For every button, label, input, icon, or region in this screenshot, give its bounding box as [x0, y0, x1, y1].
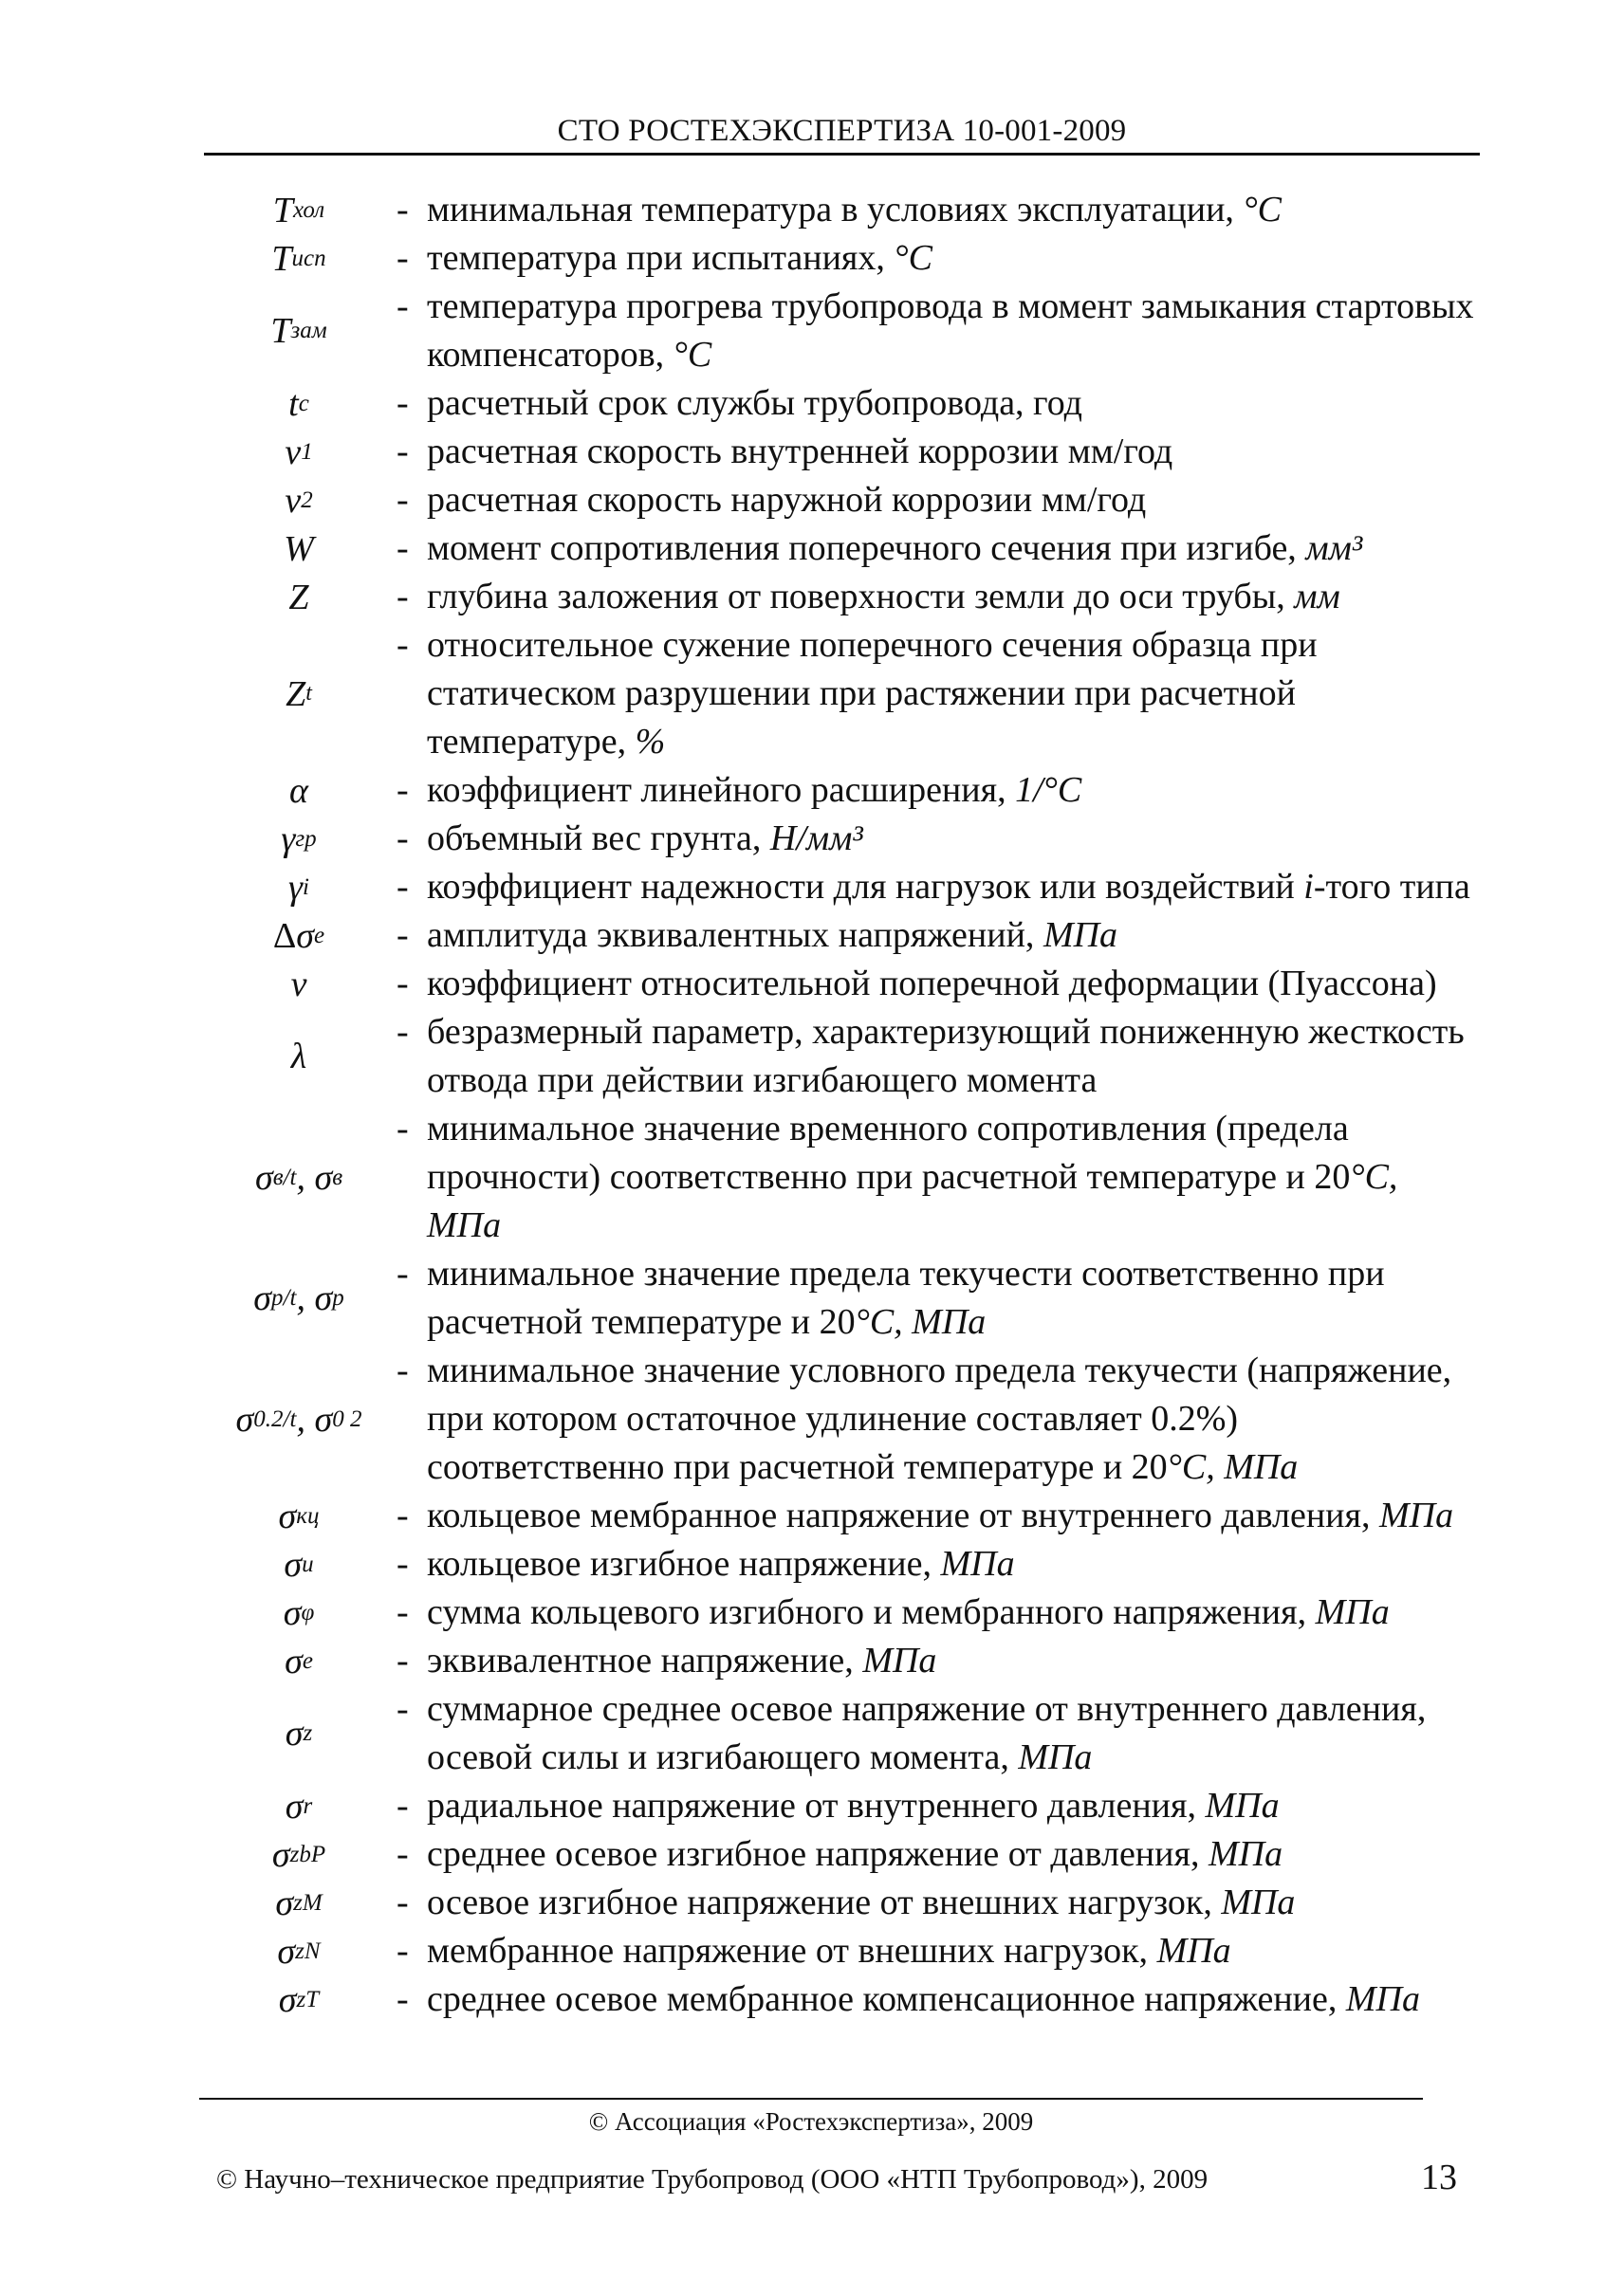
symbol-base: T	[271, 238, 292, 279]
definition-symbol	[199, 186, 398, 234]
definition-dash: -	[397, 1883, 409, 1922]
footer-divider	[199, 2098, 1423, 2100]
definition-row	[199, 1589, 1480, 1637]
definition-text-part: кольцевое изгибное напряжение,	[427, 1544, 941, 1584]
definition-text	[427, 815, 1480, 863]
symbol-base: σ	[278, 1496, 297, 1536]
symbol-subscript: 0.2/t	[253, 1405, 297, 1432]
definition-text	[427, 1492, 1480, 1540]
definition-row	[199, 1685, 1480, 1782]
definition-dash: -	[397, 867, 409, 907]
definition-text	[427, 283, 1480, 379]
symbol-base: T	[270, 311, 291, 351]
symbol-subscript: гр	[295, 825, 317, 852]
definition-text	[427, 1830, 1480, 1879]
definition-symbol	[199, 1879, 398, 1927]
symbol-subscript: в/t	[272, 1164, 297, 1190]
definition-row	[199, 283, 1480, 379]
symbol-base: T	[272, 190, 293, 230]
definition-text-part: i	[1303, 867, 1314, 907]
symbol-subscript: i	[303, 873, 309, 900]
definition-text	[427, 1589, 1480, 1637]
symbol-subscript: r	[303, 1792, 313, 1819]
definition-text-part: мембранное напряжение от внешних нагрузок,	[427, 1931, 1157, 1971]
definition-text-part: радиальное напряжение от внутреннего давления,	[427, 1786, 1206, 1826]
definition-symbol	[199, 815, 398, 863]
symbol-subscript: p/t	[271, 1285, 297, 1311]
definition-symbol	[199, 476, 398, 524]
definition-text-part: минимальное значение временного сопротивления (предела прочности) соответственно при расчетной температуре и 20	[427, 1109, 1351, 1197]
definition-dash: -	[397, 577, 409, 616]
definition-dash: -	[397, 1350, 409, 1390]
definition-text-part: МПа	[940, 1544, 1015, 1584]
definition-symbol	[199, 1250, 398, 1347]
symbol-subscript: zT	[296, 1986, 320, 2012]
symbol-subscript: φ	[301, 1599, 315, 1626]
definition-text	[427, 1250, 1480, 1347]
definition-text-part: -того типа	[1313, 867, 1470, 907]
definition-row	[199, 863, 1480, 911]
definition-dash: -	[397, 238, 409, 278]
symbol-subscript: кц	[296, 1502, 320, 1529]
symbol-second-subscript: 0 2	[332, 1405, 362, 1432]
definition-row	[199, 573, 1480, 621]
definition-row	[199, 1492, 1480, 1540]
definition-text-part: безразмерный параметр, характеризующий пониженную жесткость отвода при действии изгибающего момента	[427, 1012, 1465, 1100]
definition-symbol	[199, 1685, 398, 1782]
symbol-base: σ	[254, 1157, 273, 1198]
definition-dash: -	[397, 1592, 409, 1632]
definition-dash: -	[397, 383, 409, 423]
definition-dash: -	[397, 915, 409, 955]
definition-text-part: сумма кольцевого изгибного и мембранного напряжения,	[427, 1592, 1316, 1632]
definition-row	[199, 186, 1480, 234]
definition-symbol	[199, 1927, 398, 1975]
definition-row	[199, 815, 1480, 863]
definition-text-part: расчетная скорость наружной коррозии мм/год	[427, 480, 1147, 520]
definition-text-part: °C, МПа	[427, 1157, 1398, 1245]
definition-text-part: амплитуда эквивалентных напряжений,	[427, 915, 1043, 955]
definition-text-part: глубина заложения от поверхности земли до оси трубы,	[427, 577, 1295, 616]
symbol-base: σ	[296, 915, 315, 956]
definition-text-part: Н/мм³	[769, 818, 863, 858]
definition-row	[199, 1830, 1480, 1879]
symbol-base: v	[285, 480, 302, 521]
definition-text	[427, 1927, 1480, 1975]
definition-row	[199, 234, 1480, 283]
definition-text-part: минимальная температура в условиях эксплуатации,	[427, 190, 1244, 230]
symbol-second: , σ	[296, 1157, 333, 1198]
definition-text-part: %	[635, 722, 666, 762]
definition-row	[199, 1008, 1480, 1105]
definition-text-part: температура прогрева трубопровода в момент замыкания стартовых компенсаторов,	[427, 286, 1474, 375]
definition-text	[427, 1105, 1480, 1250]
definition-dash: -	[397, 1496, 409, 1535]
symbol-second-subscript: в	[332, 1164, 343, 1190]
definition-symbol	[199, 1105, 398, 1250]
definition-text-part: относительное сужение поперечного сечения образца при статическом разрушении при растяжении при расчетной температуре,	[427, 625, 1318, 762]
symbol-subscript: z	[303, 1720, 313, 1746]
definition-row	[199, 960, 1480, 1008]
definition-dash: -	[397, 1979, 409, 2019]
definition-text	[427, 960, 1480, 1008]
symbol-subscript: c	[298, 390, 309, 416]
definition-row	[199, 1105, 1480, 1250]
definition-text-part: осевое изгибное напряжение от внешних нагрузок,	[427, 1883, 1222, 1922]
symbol-base: σ	[285, 1714, 304, 1754]
definition-symbol	[199, 428, 398, 476]
definition-text	[427, 911, 1480, 960]
definition-symbol	[199, 283, 398, 379]
symbol-base: σ	[278, 1979, 297, 2020]
symbol-subscript: zM	[293, 1889, 323, 1916]
definitions-list	[199, 186, 1480, 2024]
definition-symbol	[199, 1540, 398, 1589]
definition-text-part: минимальное значение предела текучести соответственно при расчетной температуре и 20	[427, 1254, 1385, 1342]
definition-text	[427, 379, 1480, 428]
page-number: 13	[1421, 2158, 1457, 2197]
definition-row	[199, 1879, 1480, 1927]
definition-dash: -	[397, 190, 409, 230]
definition-text-part: объемный вес грунта,	[427, 818, 770, 858]
symbol-base: γ	[281, 818, 296, 859]
definition-symbol	[199, 379, 398, 428]
definition-symbol	[199, 766, 398, 815]
symbol-prefix: Δ	[272, 915, 297, 956]
definition-text-part: кольцевое мембранное напряжение от внутреннего давления,	[427, 1496, 1379, 1535]
definition-row	[199, 766, 1480, 815]
definition-text	[427, 1975, 1480, 2024]
definition-row	[199, 1637, 1480, 1685]
definition-text	[427, 1637, 1480, 1685]
definition-symbol	[199, 1830, 398, 1879]
definition-dash: -	[397, 1786, 409, 1826]
definition-text-part: МПа	[1345, 1979, 1420, 2019]
symbol-subscript: 1	[301, 438, 313, 465]
symbol-base: σ	[284, 1544, 303, 1585]
definition-row	[199, 1782, 1480, 1830]
definition-dash: -	[397, 1641, 409, 1681]
definition-text-part: коэффициент надежности для нагрузок или воздействий	[427, 867, 1304, 907]
definition-text-part: расчетный срок службы трубопровода, год	[427, 383, 1082, 423]
definition-text	[427, 1782, 1480, 1830]
definition-text-part: среднее осевое изгибное напряжение от давления,	[427, 1834, 1209, 1874]
definition-text-part: МПа	[1043, 915, 1118, 955]
definition-dash: -	[397, 528, 409, 568]
symbol-base: λ	[290, 1037, 307, 1076]
definition-text-part: °C, МПа	[855, 1302, 987, 1342]
definition-row	[199, 1540, 1480, 1589]
definition-dash: -	[397, 770, 409, 810]
definition-dash: -	[397, 818, 409, 858]
symbol-base: σ	[271, 1834, 290, 1875]
definition-dash: -	[397, 480, 409, 520]
definition-symbol	[199, 1347, 398, 1492]
definition-text	[427, 186, 1480, 234]
definition-symbol	[199, 1782, 398, 1830]
definition-text	[427, 1879, 1480, 1927]
definition-text	[427, 863, 1480, 911]
symbol-base: v	[290, 964, 307, 1004]
definition-symbol	[199, 1589, 398, 1637]
definition-symbol	[199, 863, 398, 911]
definition-dash: -	[397, 625, 409, 665]
definition-row	[199, 1347, 1480, 1492]
definition-text	[427, 1685, 1480, 1782]
symbol-base: σ	[283, 1592, 302, 1633]
definition-text-part: МПа	[1156, 1931, 1231, 1971]
symbol-base: α	[289, 770, 308, 811]
symbol-subscript: хол	[292, 196, 325, 223]
definition-text-part: °C	[673, 335, 712, 375]
definition-text	[427, 1008, 1480, 1105]
definition-symbol	[199, 1637, 398, 1685]
definition-text	[427, 621, 1480, 766]
definition-text-part: коэффициент линейного расширения,	[427, 770, 1016, 810]
definition-text-part: МПа	[1018, 1737, 1093, 1777]
definition-symbol	[199, 1008, 398, 1105]
definition-dash: -	[397, 1254, 409, 1294]
definition-text-part: °C	[894, 238, 932, 278]
definition-text-part: мм³	[1305, 528, 1363, 568]
symbol-base: σ	[285, 1641, 303, 1681]
symbol-base: W	[284, 528, 314, 569]
definition-text-part: °C	[1243, 190, 1282, 230]
symbol-subscript: исп	[291, 245, 326, 271]
definition-row	[199, 1927, 1480, 1975]
definition-text	[427, 766, 1480, 815]
definition-dash: -	[397, 1931, 409, 1971]
definition-symbol	[199, 1975, 398, 2024]
definition-dash: -	[397, 286, 409, 326]
definition-text	[427, 476, 1480, 524]
definition-symbol	[199, 573, 398, 621]
definition-symbol	[199, 1492, 398, 1540]
symbol-subscript: zbP	[289, 1841, 326, 1867]
definition-row	[199, 428, 1480, 476]
definition-symbol	[199, 911, 398, 960]
definition-text	[427, 524, 1480, 573]
symbol-base: γ	[288, 867, 304, 908]
symbol-base: σ	[275, 1883, 294, 1923]
definition-text-part: коэффициент относительной поперечной деформации (Пуассона)	[427, 964, 1437, 1003]
symbol-subscript: зам	[290, 318, 327, 343]
definition-text-part: МПа	[1379, 1496, 1454, 1535]
definition-text-part: МПа	[1221, 1883, 1296, 1922]
footer-copyright-company: © Научно–техническое предприятие Трубопровод (ООО «НТП Трубопровод»), 2009	[216, 2164, 1209, 2195]
definition-text-part: мм	[1294, 577, 1340, 616]
definition-text	[427, 1540, 1480, 1589]
symbol-base: σ	[253, 1278, 272, 1318]
definition-row	[199, 476, 1480, 524]
definition-symbol	[199, 524, 398, 573]
symbol-subscript: zN	[295, 1938, 321, 1964]
definition-text-part: МПа	[1205, 1786, 1280, 1826]
definition-text	[427, 428, 1480, 476]
symbol-subscript: e	[302, 1647, 313, 1674]
definition-dash: -	[397, 1012, 409, 1052]
definition-dash: -	[397, 1689, 409, 1729]
symbol-second-subscript: p	[332, 1285, 344, 1311]
definition-text-part: МПа	[862, 1641, 937, 1681]
definition-dash: -	[397, 432, 409, 471]
symbol-base: Z	[288, 577, 309, 617]
definition-text-part: эквивалентное напряжение,	[427, 1641, 863, 1681]
definition-text-part: момент сопротивления поперечного сечения при изгибе,	[427, 528, 1306, 568]
symbol-base: v	[285, 432, 302, 472]
definition-text-part: среднее осевое мембранное компенсационное напряжение,	[427, 1979, 1346, 2019]
symbol-base: t	[288, 383, 299, 424]
symbol-superscript: t	[305, 681, 312, 706]
definition-symbol	[199, 621, 398, 766]
definition-text-part: МПа	[1208, 1834, 1283, 1874]
definition-symbol	[199, 234, 398, 283]
symbol-base: Z	[286, 673, 306, 714]
definition-row	[199, 621, 1480, 766]
definition-text-part: 1/°C	[1015, 770, 1082, 810]
definition-row	[199, 379, 1480, 428]
symbol-subscript: 2	[301, 487, 313, 513]
definition-text-part: минимальное значение условного предела текучести (напряжение, при котором остаточное удлинение составляет 0.2%) соответственно при расчетной температуре и 20	[427, 1350, 1452, 1487]
symbol-base: σ	[285, 1786, 304, 1827]
definition-row	[199, 911, 1480, 960]
document-header: СТО РОСТЕХЭКСПЕРТИЗА 10-001-2009	[204, 114, 1480, 156]
definition-row	[199, 1975, 1480, 2024]
definition-row	[199, 524, 1480, 573]
symbol-subscript: e	[314, 922, 325, 948]
definition-dash: -	[397, 964, 409, 1003]
footer-copyright-association: © Ассоциация «Ростехэкспертиза», 2009	[588, 2107, 1034, 2136]
definition-text-part: °C, МПа	[1167, 1447, 1299, 1487]
definition-text-part: МПа	[1315, 1592, 1390, 1632]
symbol-subscript: и	[302, 1551, 314, 1577]
definition-text-part: расчетная скорость внутренней коррозии мм/год	[427, 432, 1173, 471]
definition-row	[199, 1250, 1480, 1347]
definition-text-part: температура при испытаниях,	[427, 238, 895, 278]
definition-dash: -	[397, 1834, 409, 1874]
symbol-base: σ	[235, 1399, 254, 1440]
symbol-second: , σ	[296, 1278, 333, 1318]
definition-text-part: суммарное среднее осевое напряжение от внутреннего давления, осевой силы и изгибающего момента,	[427, 1689, 1427, 1777]
definition-text	[427, 573, 1480, 621]
symbol-second: , σ	[296, 1399, 333, 1440]
definition-text	[427, 1347, 1480, 1492]
definition-dash: -	[397, 1544, 409, 1584]
symbol-base: σ	[277, 1931, 296, 1972]
definition-dash: -	[397, 1109, 409, 1148]
definition-symbol	[199, 960, 398, 1008]
definition-text	[427, 234, 1480, 283]
